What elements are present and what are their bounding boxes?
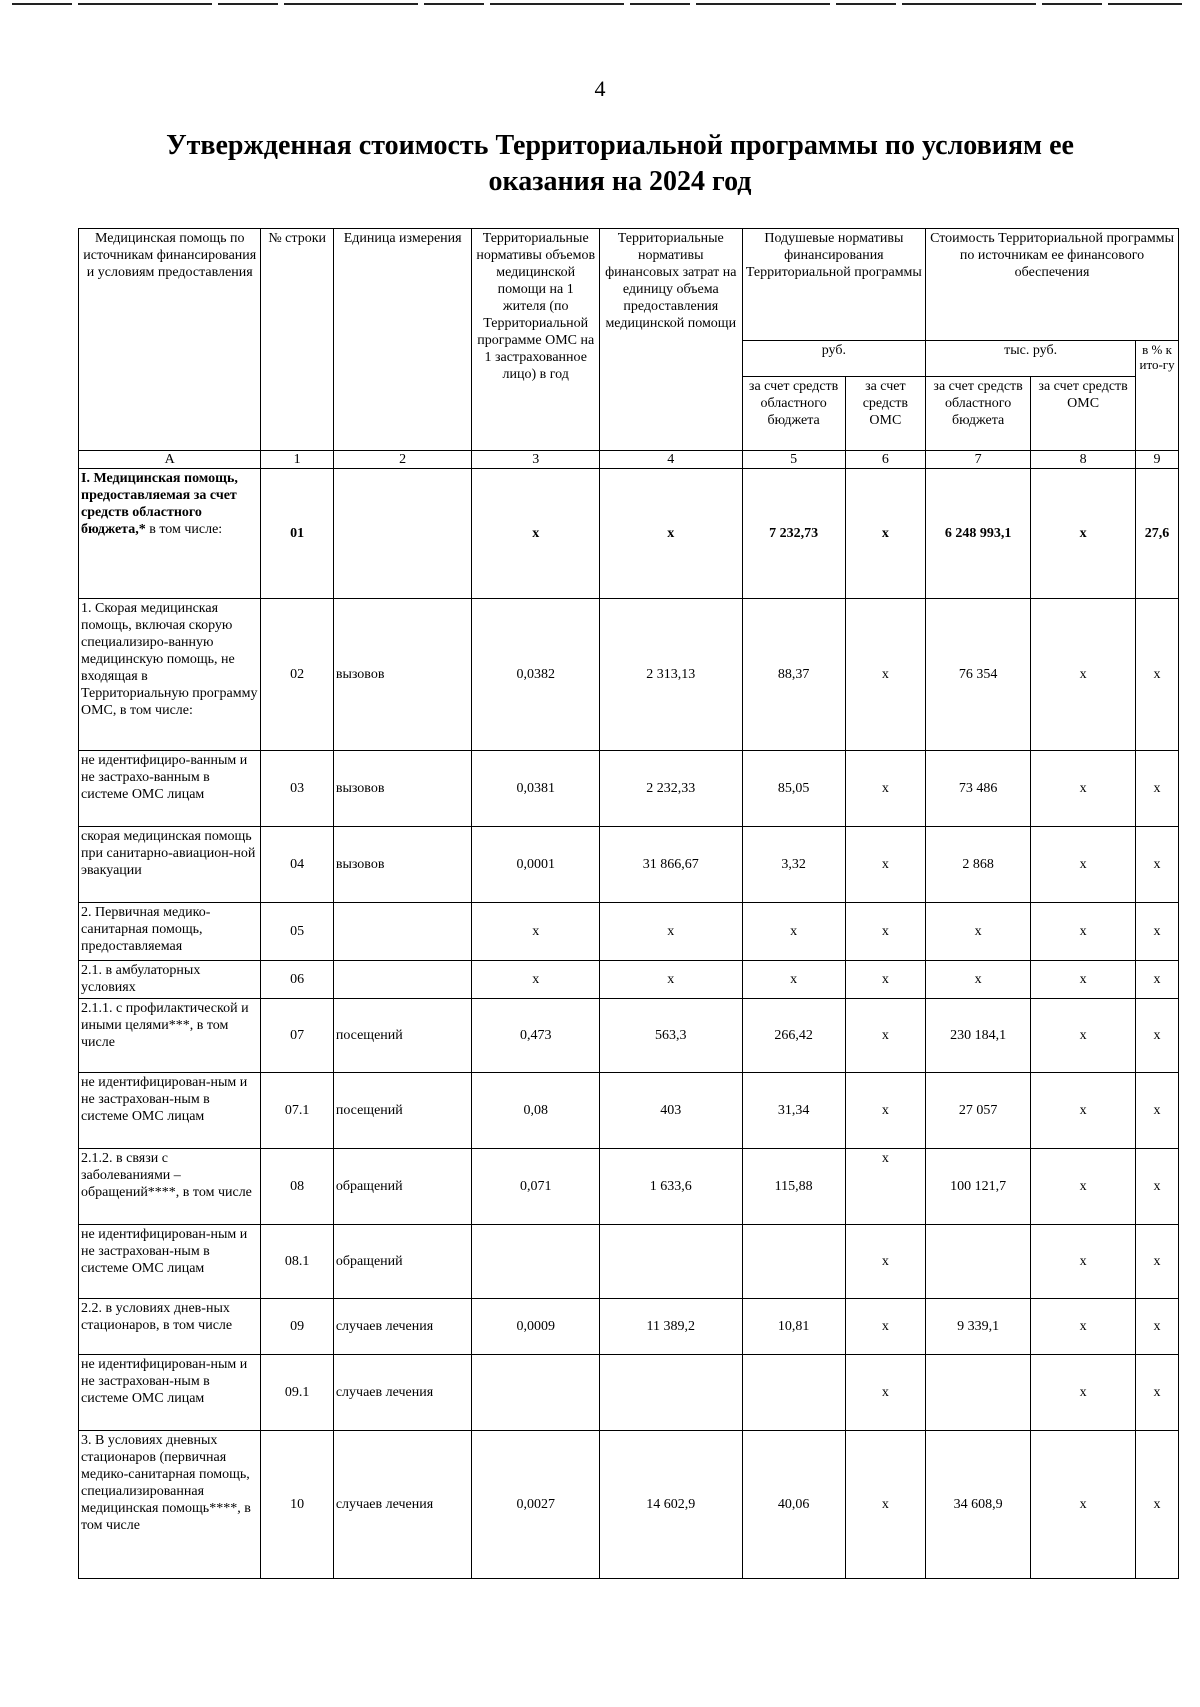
cell-percent: x: [1136, 1073, 1179, 1149]
cell-cost-budget: x: [926, 903, 1031, 961]
row-unit: обращений: [333, 1225, 472, 1299]
cell-per-capita-budget: x: [742, 961, 845, 999]
table-row: [79, 961, 1179, 999]
row-label: не идентифицирован-ным и не застрахован-ным в системе ОМС лицам: [79, 1073, 261, 1149]
header-oms-thousand: за счет средств ОМС: [1031, 377, 1136, 451]
table-header: [79, 229, 1179, 469]
row-label: 3. В условиях дневных стационаров (первичная медико-санитарная помощь, специализированная медицинская помощь****, в том числе: [79, 1431, 261, 1579]
header-per-capita-group: Подушевые нормативы финансирования Территориальной программы: [742, 229, 925, 341]
cell-volume: [472, 1355, 599, 1431]
header-row-number: № строки: [261, 229, 333, 451]
cell-per-capita-budget: [742, 1225, 845, 1299]
index-cell: 9: [1136, 451, 1179, 469]
index-cell: 7: [926, 451, 1031, 469]
index-cell: 2: [333, 451, 472, 469]
cell-per-capita-budget: 31,34: [742, 1073, 845, 1149]
row-number: 09: [261, 1299, 333, 1355]
row-number: 04: [261, 827, 333, 903]
cell-per-capita-budget: 10,81: [742, 1299, 845, 1355]
cell-per-capita-oms: x: [845, 1431, 926, 1579]
cell-percent: x: [1136, 827, 1179, 903]
row-unit: обращений: [333, 1149, 472, 1225]
index-cell: 5: [742, 451, 845, 469]
cell-volume: 0,08: [472, 1073, 599, 1149]
row-unit: случаев лечения: [333, 1431, 472, 1579]
table-row: [79, 599, 1179, 751]
header-percent-of-total: в % к ито-гу: [1136, 341, 1179, 451]
cell-cost: [599, 1225, 742, 1299]
row-label: 1. Скорая медицинская помощь, включая скорую специализиро-ванную медицинскую помощь, не входящая в Территориальную программу ОМС, в том числе:: [79, 599, 261, 751]
row-number: 10: [261, 1431, 333, 1579]
row-unit: посещений: [333, 999, 472, 1073]
index-cell: 1: [261, 451, 333, 469]
cell-cost-budget: 6 248 993,1: [926, 469, 1031, 599]
cell-cost-budget: 73 486: [926, 751, 1031, 827]
table-row: [79, 1225, 1179, 1299]
cell-cost-budget: 34 608,9: [926, 1431, 1031, 1579]
cell-per-capita-oms: x: [845, 751, 926, 827]
cell-percent: x: [1136, 1149, 1179, 1225]
cell-volume: 0,0382: [472, 599, 599, 751]
header-unit: Единица измерения: [333, 229, 472, 451]
cell-per-capita-oms: x: [845, 1149, 926, 1225]
header-budget-thousand: за счет средств областного бюджета: [926, 377, 1031, 451]
cell-volume: 0,473: [472, 999, 599, 1073]
header-col-a: Медицинская помощь по источникам финансирования и условиям предоставления: [79, 229, 261, 451]
table-row: [79, 1431, 1179, 1579]
row-label: 2.1. в амбулаторных условиях: [79, 961, 261, 999]
column-index-row: [79, 451, 1179, 469]
cell-per-capita-oms: x: [845, 827, 926, 903]
cell-cost-budget: 76 354: [926, 599, 1031, 751]
cell-volume: 0,0381: [472, 751, 599, 827]
cell-cost-budget: 27 057: [926, 1073, 1031, 1149]
cell-volume: 0,071: [472, 1149, 599, 1225]
table-row: [79, 1073, 1179, 1149]
index-cell: 4: [599, 451, 742, 469]
cell-per-capita-budget: 85,05: [742, 751, 845, 827]
table-row: [79, 1299, 1179, 1355]
cell-percent: x: [1136, 1225, 1179, 1299]
index-cell: 6: [845, 451, 926, 469]
cell-cost-oms: x: [1031, 1431, 1136, 1579]
cell-per-capita-budget: 40,06: [742, 1431, 845, 1579]
cell-volume: [472, 1225, 599, 1299]
cell-cost-budget: [926, 1355, 1031, 1431]
cell-cost: x: [599, 469, 742, 599]
top-scan-rule: [12, 3, 1182, 5]
cell-cost: 2 313,13: [599, 599, 742, 751]
cell-per-capita-budget: 88,37: [742, 599, 845, 751]
cell-cost-budget: 2 868: [926, 827, 1031, 903]
row-number: 06: [261, 961, 333, 999]
cell-per-capita-budget: 115,88: [742, 1149, 845, 1225]
cell-per-capita-oms: x: [845, 961, 926, 999]
row-unit: случаев лечения: [333, 1299, 472, 1355]
cell-cost-oms: x: [1031, 827, 1136, 903]
cell-cost-oms: x: [1031, 1355, 1136, 1431]
cell-per-capita-oms: x: [845, 999, 926, 1073]
row-label: 2.1.1. с профилактической и иными целями***, в том числе: [79, 999, 261, 1073]
cell-cost-oms: x: [1031, 1299, 1136, 1355]
cell-cost-budget: 100 121,7: [926, 1149, 1031, 1225]
cell-cost-budget: x: [926, 961, 1031, 999]
index-cell: 3: [472, 451, 599, 469]
cell-per-capita-oms: x: [845, 1225, 926, 1299]
table-row: [79, 999, 1179, 1073]
row-number: 09.1: [261, 1355, 333, 1431]
row-number: 02: [261, 599, 333, 751]
cell-percent: x: [1136, 599, 1179, 751]
header-unit-rub: руб.: [742, 341, 925, 377]
header-volume-norms: Территориальные нормативы объемов медицинской помощи на 1 жителя (по Территориальной программе ОМС на 1 застрахованное лицо) в год: [472, 229, 599, 451]
header-oms-rub: за счет средств ОМС: [845, 377, 926, 451]
cell-cost: 1 633,6: [599, 1149, 742, 1225]
table-row: [79, 1355, 1179, 1431]
row-label: не идентифицирован-ным и не застрахован-ным в системе ОМС лицам: [79, 1355, 261, 1431]
cell-cost: 403: [599, 1073, 742, 1149]
header-cost-norms: Территориальные нормативы финансовых затрат на единицу объема предоставления медицинской помощи: [599, 229, 742, 451]
row-number: 01: [261, 469, 333, 599]
table-row: [79, 1149, 1179, 1225]
row-unit: вызовов: [333, 751, 472, 827]
cell-cost-oms: x: [1031, 903, 1136, 961]
row-unit: [333, 469, 472, 599]
row-unit: случаев лечения: [333, 1355, 472, 1431]
cell-cost-budget: 9 339,1: [926, 1299, 1031, 1355]
table-body: [79, 469, 1179, 1579]
cell-volume: x: [472, 469, 599, 599]
cell-volume: x: [472, 903, 599, 961]
cell-cost-oms: x: [1031, 961, 1136, 999]
row-unit: вызовов: [333, 599, 472, 751]
cell-volume: 0,0009: [472, 1299, 599, 1355]
row-number: 07.1: [261, 1073, 333, 1149]
row-number: 08.1: [261, 1225, 333, 1299]
header-unit-thousand-rub: тыс. руб.: [926, 341, 1136, 377]
row-unit: вызовов: [333, 827, 472, 903]
header-budget-rub: за счет средств областного бюджета: [742, 377, 845, 451]
table-row: [79, 751, 1179, 827]
row-label-tail: в том числе:: [149, 522, 223, 537]
row-label: 2.1.2. в связи с заболеваниями – обращений****, в том числе: [79, 1149, 261, 1225]
cell-cost-budget: [926, 1225, 1031, 1299]
cell-per-capita-oms: x: [845, 469, 926, 599]
row-label-bold: I. Медицинская помощь, предоставляемая за счет средств областного бюджета,*: [81, 471, 238, 537]
cell-cost-oms: x: [1031, 599, 1136, 751]
cell-per-capita-oms: x: [845, 1355, 926, 1431]
table-row: [79, 903, 1179, 961]
cell-cost-oms: x: [1031, 999, 1136, 1073]
index-cell: 8: [1031, 451, 1136, 469]
cell-percent: x: [1136, 961, 1179, 999]
row-unit: посещений: [333, 1073, 472, 1149]
cell-percent: x: [1136, 903, 1179, 961]
cell-per-capita-budget: 7 232,73: [742, 469, 845, 599]
row-number: 05: [261, 903, 333, 961]
cell-percent: x: [1136, 751, 1179, 827]
cell-per-capita-oms: x: [845, 1073, 926, 1149]
cell-cost-oms: x: [1031, 1225, 1136, 1299]
cell-per-capita-oms: x: [845, 599, 926, 751]
cell-cost: 2 232,33: [599, 751, 742, 827]
cell-percent: x: [1136, 1355, 1179, 1431]
index-cell: А: [79, 451, 261, 469]
cell-cost-oms: x: [1031, 1149, 1136, 1225]
header-program-cost-group: Стоимость Территориальной программы по источникам ее финансового обеспечения: [926, 229, 1179, 341]
row-number: 08: [261, 1149, 333, 1225]
cell-volume: 0,0027: [472, 1431, 599, 1579]
row-label: скорая медицинская помощь при санитарно-авиацион-ной эвакуации: [79, 827, 261, 903]
row-label: 2.2. в условиях днев-ных стационаров, в том числе: [79, 1299, 261, 1355]
cell-cost-oms: x: [1031, 751, 1136, 827]
row-label: не идентифициро-ванным и не застрахо-ванным в системе ОМС лицам: [79, 751, 261, 827]
page-number: 4: [594, 76, 606, 101]
row-number: 07: [261, 999, 333, 1073]
table-row: [79, 469, 1179, 599]
row-unit: [333, 961, 472, 999]
cell-per-capita-budget: x: [742, 903, 845, 961]
cell-per-capita-budget: [742, 1355, 845, 1431]
cell-cost: x: [599, 903, 742, 961]
row-label: 2. Первичная медико-санитарная помощь, предоставляемая: [79, 903, 261, 961]
table-row: [79, 827, 1179, 903]
cell-percent: x: [1136, 1431, 1179, 1579]
cell-cost: 563,3: [599, 999, 742, 1073]
row-unit: [333, 903, 472, 961]
cell-cost-budget: 230 184,1: [926, 999, 1031, 1073]
cell-per-capita-budget: 3,32: [742, 827, 845, 903]
row-label: [79, 469, 261, 599]
cell-cost: x: [599, 961, 742, 999]
cell-volume: x: [472, 961, 599, 999]
cell-cost: [599, 1355, 742, 1431]
cell-percent: 27,6: [1136, 469, 1179, 599]
cell-cost: 11 389,2: [599, 1299, 742, 1355]
cell-cost: 31 866,67: [599, 827, 742, 903]
cost-table: [78, 228, 1179, 1579]
document-title: Утвержденная стоимость Территориальной программы по условиям ее оказания на 2024 год: [166, 130, 1074, 197]
cell-per-capita-oms: x: [845, 1299, 926, 1355]
row-number: 03: [261, 751, 333, 827]
cell-volume: 0,0001: [472, 827, 599, 903]
cell-percent: x: [1136, 999, 1179, 1073]
cell-cost-oms: x: [1031, 469, 1136, 599]
cell-per-capita-budget: 266,42: [742, 999, 845, 1073]
row-label: не идентифицирован-ным и не застрахован-ным в системе ОМС лицам: [79, 1225, 261, 1299]
cell-per-capita-oms: x: [845, 903, 926, 961]
cell-cost: 14 602,9: [599, 1431, 742, 1579]
cell-percent: x: [1136, 1299, 1179, 1355]
cell-cost-oms: x: [1031, 1073, 1136, 1149]
